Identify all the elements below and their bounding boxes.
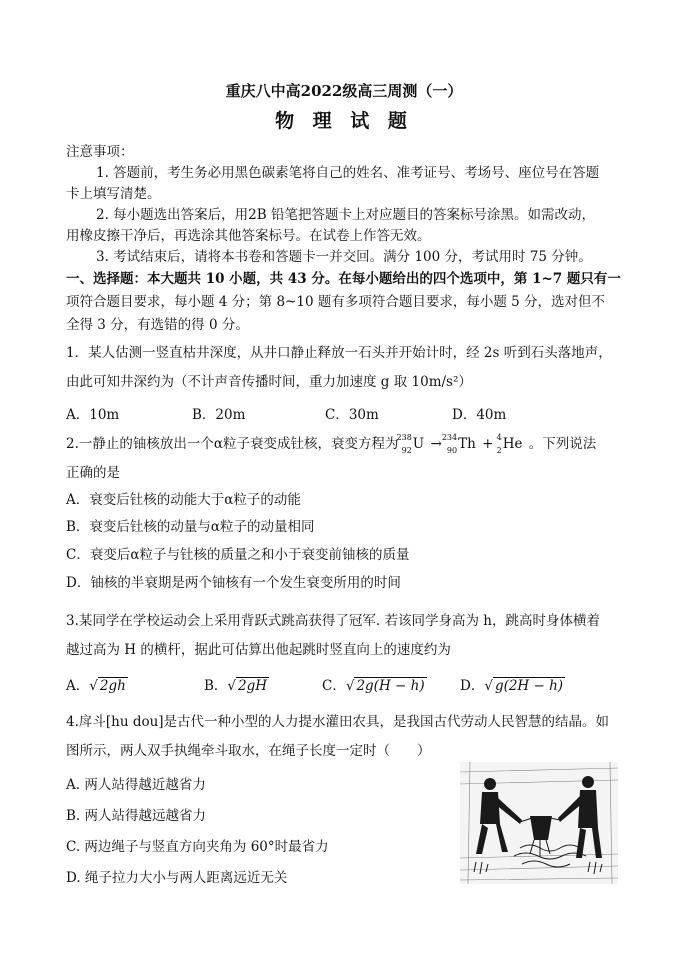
q4-option-d: D. 绳子拉力大小与两人距离远近无关	[66, 870, 288, 886]
section-1-line-3: 全得 3 分，有选错的得 0 分。	[66, 317, 249, 333]
q3-option-b	[204, 676, 269, 696]
note-2-line-2: 用橡皮擦干净后，再选涂其他答案标号。在试卷上作答无效。	[66, 228, 431, 244]
th-symbol: Th	[458, 436, 476, 452]
th-atomic-number: 90	[446, 446, 458, 455]
th-mass-number: 234	[441, 433, 458, 442]
q4-option-a: A. 两人站得越近越省力	[66, 777, 206, 793]
note-2-line-1: 2. 每小题选出答案后，用2B 铅笔把答题卡上对应题目的答案标号涂黑。如需改动，	[96, 207, 595, 223]
q3-option-a-label: A．	[66, 678, 90, 694]
he-symbol: He	[502, 436, 523, 452]
q1-option-a: A．10m	[66, 407, 120, 423]
q3-option-d-radicand: g(2H − h)	[494, 678, 564, 694]
q3-option-d	[460, 676, 565, 696]
section-1-intro: 本大题共 10 小题，共 43 分。在每小题给出的四个选项中，第 1~7 题只有一	[147, 271, 621, 287]
q2-stem-line-1	[66, 434, 596, 454]
q2-option-b: B．衰变后钍核的动量与α粒子的动量相同	[66, 519, 315, 535]
q1-stem-line-1: 1．某人估测一竖直枯井深度，从井口静止释放一石头并开始计时，经 2s 听到石头落地声，	[66, 345, 612, 361]
q1-stem-line-2: 由此可知井深约为（不计声音传播时间，重力加速度 g 取 10m/s²）	[66, 374, 472, 390]
q3-option-c	[322, 676, 427, 696]
q3-option-c-expr	[346, 676, 427, 696]
hudou-illustration	[460, 762, 618, 884]
radical-sign: √	[345, 678, 355, 694]
q3-option-b-label: B．	[204, 678, 228, 694]
exam-title: 重庆八中高2022级高三周测（一）	[225, 82, 463, 100]
q2-stem-line-2: 正确的是	[66, 465, 120, 481]
notes-heading: 注意事项：	[66, 144, 134, 160]
thorium-nuclide	[441, 433, 476, 455]
q3-option-a	[66, 676, 128, 696]
u-symbol: U	[412, 436, 425, 452]
q3-option-c-label: C．	[322, 678, 346, 694]
plus-sign: +	[482, 436, 494, 452]
subject-title: 物 理 试 题	[275, 110, 413, 132]
u-atomic-number: 92	[401, 446, 412, 455]
q4-option-c: C. 两边绳子与竖直方向夹角为 60°时最省力	[66, 839, 329, 855]
section-1-label: 一、选择题：	[66, 271, 147, 287]
q4-option-b: B. 两人站得越远越省力	[66, 808, 207, 824]
note-1-line-2: 卡上填写清楚。	[66, 186, 161, 202]
q2-stem-prefix: 2.一静止的铀核放出一个α粒子衰变成钍核，衰变方程为	[66, 436, 399, 452]
q2-option-d: D．铀核的半衰期是两个铀核有一个发生衰变所用的时间	[66, 575, 401, 591]
section-1-line-2: 项符合题目要求，每小题 4 分；第 8~10 题有多项符合题目要求，每小题 5 分，选对但不	[66, 294, 606, 310]
q1-option-c: C．30m	[325, 407, 379, 423]
q3-option-d-expr	[484, 676, 565, 696]
q2-option-c: C．衰变后α粒子与钍核的质量之和小于衰变前铀核的质量	[66, 547, 410, 563]
q4-stem-line-2: 图所示，两人双手执绳牵斗取水，在绳子长度一定时（ ）	[66, 743, 431, 759]
q2-stem-suffix: 。下列说法	[528, 436, 597, 452]
q3-option-d-label: D．	[460, 678, 485, 694]
radical-sign: √	[227, 678, 237, 694]
q3-stem-line-1: 3.某同学在学校运动会上采用背跃式跳高获得了冠军. 若该同学身高为 h，跳高时身体横着	[66, 613, 600, 629]
q3-option-b-radicand: 2gH	[238, 678, 268, 694]
q2-option-a: A．衰变后钍核的动能大于α粒子的动能	[66, 492, 301, 508]
section-1-line-1	[66, 269, 621, 289]
reaction-arrow: →	[430, 436, 442, 452]
q4-stem-line-1: 4.戽斗[hu dou]是古代一种小型的人力提水灌田农具，是我国古代劳动人民智慧的结晶。如	[66, 714, 610, 730]
uranium-nuclide	[396, 433, 425, 455]
q3-option-a-radicand: 2gh	[99, 678, 126, 694]
u-mass-number: 238	[396, 433, 412, 442]
he-atomic-number: 2	[496, 446, 502, 455]
q3-option-c-radicand: 2g(H − h)	[356, 678, 425, 694]
he-mass-number: 4	[496, 433, 502, 442]
q3-option-a-expr	[89, 676, 128, 696]
note-1-line-1: 1. 答题前，考生务必用黑色碳素笔将自己的姓名、准考证号、考场号、座位号在答题	[96, 165, 600, 181]
q1-option-b: B．20m	[192, 407, 246, 423]
radical-sign: √	[484, 678, 493, 694]
helium-nuclide	[496, 433, 523, 455]
q1-option-d: D．40m	[452, 407, 507, 423]
note-3: 3. 考试结束后，请将本书卷和答题卡一并交回。满分 100 分，考试用时 75 分钟。	[96, 249, 592, 265]
radical-sign: √	[89, 678, 98, 694]
q3-option-b-expr	[227, 676, 269, 696]
q3-stem-line-2: 越过高为 H 的横杆，据此可估算出他起跳时竖直向上的速度约为	[66, 642, 451, 658]
decay-equation	[396, 433, 529, 455]
